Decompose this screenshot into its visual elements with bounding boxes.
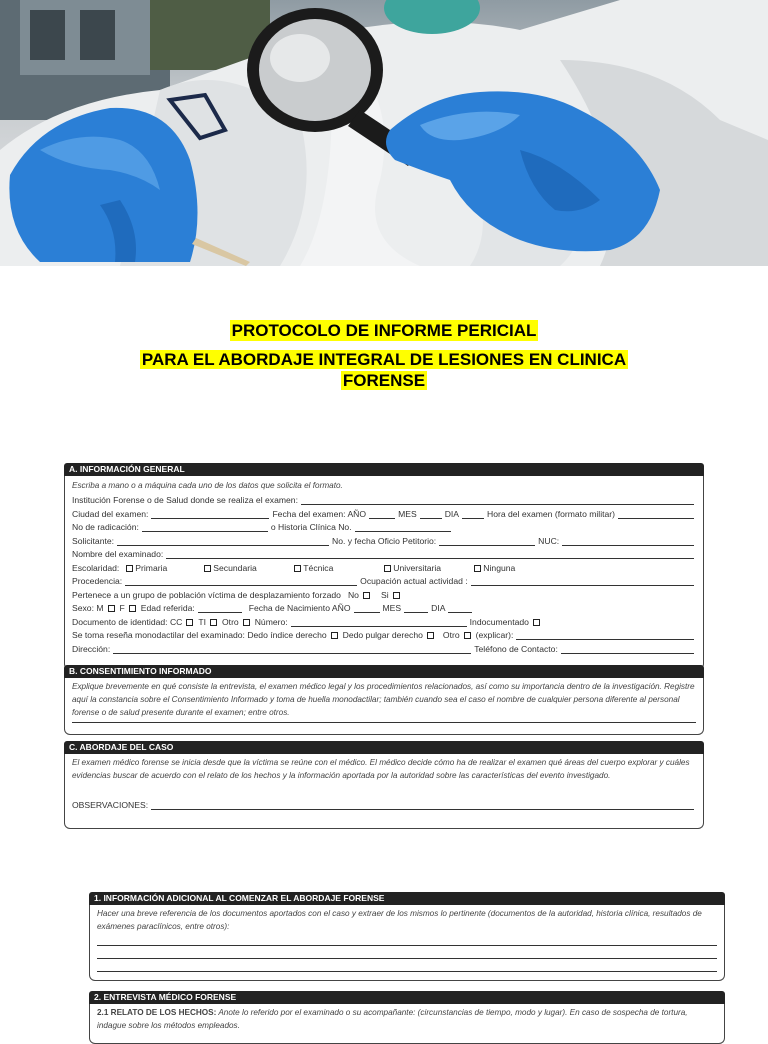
edad-label: Edad referida: bbox=[140, 603, 195, 613]
hora-label: Hora del examen (formato militar) bbox=[487, 508, 616, 519]
title-line-2: PARA EL ABORDAJE INTEGRAL DE LESIONES EN CLINICA FORENSE bbox=[141, 350, 627, 390]
section-b-header: B. CONSENTIMIENTO INFORMADO bbox=[64, 665, 704, 678]
edad-field[interactable] bbox=[198, 604, 242, 613]
secundaria-label: Secundaria bbox=[213, 562, 257, 573]
institucion-field[interactable] bbox=[301, 496, 694, 505]
desplazamiento-no-label: No bbox=[347, 589, 359, 600]
primaria-checkbox[interactable] bbox=[126, 565, 133, 572]
otro-doc-label: Otro bbox=[222, 616, 239, 627]
tecnica-checkbox[interactable] bbox=[294, 565, 301, 572]
section-2-relato bbox=[97, 1006, 717, 1032]
hero-photo bbox=[0, 0, 768, 266]
universitaria-checkbox[interactable] bbox=[384, 565, 391, 572]
explicar-field[interactable] bbox=[516, 631, 694, 640]
section-1-informacion-adicional bbox=[89, 892, 725, 981]
section-a-body bbox=[64, 476, 704, 670]
sexo-f-checkbox[interactable] bbox=[129, 605, 136, 612]
desplazamiento-no-checkbox[interactable] bbox=[363, 592, 370, 599]
ciudad-field[interactable] bbox=[151, 510, 269, 519]
historia-label: o Historia Clínica No. bbox=[270, 522, 352, 532]
section-2-body bbox=[89, 1004, 725, 1044]
section-1-line-3[interactable] bbox=[97, 959, 717, 972]
radicacion-field[interactable] bbox=[142, 523, 268, 532]
section-b-consentimiento bbox=[64, 665, 704, 735]
numero-field[interactable] bbox=[291, 618, 467, 627]
nacimiento-ano-field[interactable] bbox=[354, 604, 380, 613]
sexo-f-label: F bbox=[119, 603, 125, 613]
section-1-header: 1. INFORMACIÓN ADICIONAL AL COMENZAR EL ABORDAJE FORENSE bbox=[89, 892, 725, 905]
ti-label: TI bbox=[198, 616, 206, 627]
section-a-instruction: Escriba a mano o a máquina cada uno de los datos que solicita el formato. bbox=[72, 480, 343, 490]
universitaria-label: Universitaria bbox=[393, 562, 442, 573]
secundaria-checkbox[interactable] bbox=[204, 565, 211, 572]
title-line-1: PROTOCOLO DE INFORME PERICIAL bbox=[231, 321, 537, 340]
forensic-investigator-illustration bbox=[0, 0, 768, 266]
section-1-line-2[interactable] bbox=[97, 946, 717, 959]
direccion-field[interactable] bbox=[113, 645, 471, 654]
fecha-mes-field[interactable] bbox=[420, 510, 442, 519]
numero-label: Número: bbox=[254, 616, 288, 627]
cc-checkbox[interactable] bbox=[186, 619, 193, 626]
solicitante-field[interactable] bbox=[117, 537, 329, 546]
indocumentado-label: Indocumentado bbox=[469, 616, 529, 627]
procedencia-field[interactable] bbox=[125, 577, 357, 586]
ocupacion-field[interactable] bbox=[471, 577, 694, 586]
ninguna-label: Ninguna bbox=[483, 562, 516, 573]
hora-field[interactable] bbox=[618, 510, 694, 519]
ninguna-checkbox[interactable] bbox=[474, 565, 481, 572]
section-b-text: Explique brevemente en qué consiste la entrevista, el examen médico legal y los procedimientos relacionados, así como su importancia dentro de la investigación. Registre aquí la constancia sobre el Consentimiento Informado y toma de huella monodactilar; también cuando sea el caso el nombre de cualquier persona diferente al personal forense o de salud presente durante el examen; entre otros. bbox=[72, 682, 695, 717]
tecnica-label: Técnica bbox=[303, 562, 334, 573]
procedencia-label: Procedencia: bbox=[72, 576, 123, 586]
telefono-label: Teléfono de Contacto: bbox=[474, 643, 558, 654]
section-a-informacion-general bbox=[64, 463, 704, 670]
nuc-label: NUC: bbox=[538, 535, 560, 546]
nacimiento-label: Fecha de Nacimiento AÑO bbox=[248, 603, 351, 613]
nombre-label: Nombre del examinado: bbox=[72, 549, 164, 559]
resena-label: Se toma reseña monodactilar del examinado: Dedo índice derecho bbox=[72, 630, 327, 640]
direccion-label: Dirección: bbox=[72, 643, 111, 654]
section-1-line-1[interactable] bbox=[97, 933, 717, 946]
otro-doc-checkbox[interactable] bbox=[243, 619, 250, 626]
solicitante-label: Solicitante: bbox=[72, 535, 115, 546]
observaciones-field[interactable] bbox=[151, 801, 694, 810]
ti-checkbox[interactable] bbox=[210, 619, 217, 626]
fecha-ano-field[interactable] bbox=[369, 510, 395, 519]
ciudad-label: Ciudad del examen: bbox=[72, 508, 149, 519]
telefono-field[interactable] bbox=[561, 645, 694, 654]
nuc-field[interactable] bbox=[562, 537, 694, 546]
relato-text: Anote lo referido por el examinado o su acompañante: (circunstancias de tiempo, modo y lugar). En caso de sospecha de tortura, indague sobre los métodos empleados. bbox=[97, 1008, 688, 1030]
ocupacion-label: Ocupación actual actividad : bbox=[360, 576, 468, 586]
escolaridad-label: Escolaridad: bbox=[72, 562, 120, 573]
section-c-body bbox=[64, 754, 704, 829]
dia-label: DIA bbox=[444, 508, 460, 519]
section-1-text: Hacer una breve referencia de los documentos aportados con el caso y extraer de los mismos lo pertinente (documentos de la autoridad, historia clínica, resultados de exámenes paraclínicos, entre otros): bbox=[97, 909, 702, 931]
nombre-field[interactable] bbox=[166, 550, 694, 559]
document-title bbox=[0, 320, 768, 391]
institucion-label: Institución Forense o de Salud donde se realiza el examen: bbox=[72, 495, 298, 505]
oficio-field[interactable] bbox=[439, 537, 535, 546]
section-c-abordaje bbox=[64, 741, 704, 829]
sexo-m-checkbox[interactable] bbox=[108, 605, 115, 612]
indice-derecho-checkbox[interactable] bbox=[331, 632, 338, 639]
otro-dedo-checkbox[interactable] bbox=[464, 632, 471, 639]
section-a-header: A. INFORMACIÓN GENERAL bbox=[64, 463, 704, 476]
documento-label: Documento de identidad: CC bbox=[72, 616, 183, 627]
section-c-text: El examen médico forense se inicia desde que la víctima se reúne con el médico. El médico decide cómo ha de realizar el examen qué áreas del cuerpo explorar y cuáles evidencias buscar de acuerdo con el relato de los hechos y la información aportada por la autoridad sobre las características del evento investigado. bbox=[72, 758, 690, 780]
section-2-header: 2. ENTREVISTA MÉDICO FORENSE bbox=[89, 991, 725, 1004]
section-1-body bbox=[89, 905, 725, 981]
section-b-line[interactable] bbox=[72, 719, 696, 723]
otro-dedo-label: Otro bbox=[442, 630, 460, 640]
primaria-label: Primaria bbox=[135, 562, 168, 573]
relato-label: 2.1 RELATO DE LOS HECHOS: bbox=[97, 1008, 217, 1017]
desplazamiento-si-label: Si bbox=[380, 589, 389, 600]
fecha-label: Fecha del examen: AÑO bbox=[272, 508, 367, 519]
indocumentado-checkbox[interactable] bbox=[533, 619, 540, 626]
mes-label: MES bbox=[398, 508, 417, 519]
section-b-body bbox=[64, 678, 704, 735]
fecha-dia-field[interactable] bbox=[462, 510, 484, 519]
pulgar-label: Dedo pulgar derecho bbox=[342, 630, 423, 640]
historia-field[interactable] bbox=[355, 523, 451, 532]
nacimiento-dia-label: DIA bbox=[431, 603, 446, 613]
explicar-label: (explicar): bbox=[475, 630, 514, 640]
nacimiento-dia-field[interactable] bbox=[448, 604, 472, 613]
nacimiento-mes-field[interactable] bbox=[404, 604, 428, 613]
nacimiento-mes-label: MES bbox=[382, 603, 402, 613]
sexo-label: Sexo: M bbox=[72, 603, 104, 613]
oficio-label: No. y fecha Oficio Petitorio: bbox=[332, 535, 437, 546]
radicacion-label: No de radicación: bbox=[72, 522, 139, 532]
desplazamiento-label: Pertenece a un grupo de población víctima de desplazamiento forzado bbox=[72, 589, 341, 600]
pulgar-derecho-checkbox[interactable] bbox=[427, 632, 434, 639]
section-2-entrevista bbox=[89, 991, 725, 1044]
observaciones-label: OBSERVACIONES: bbox=[72, 799, 149, 810]
desplazamiento-si-checkbox[interactable] bbox=[393, 592, 400, 599]
section-c-header: C. ABORDAJE DEL CASO bbox=[64, 741, 704, 754]
